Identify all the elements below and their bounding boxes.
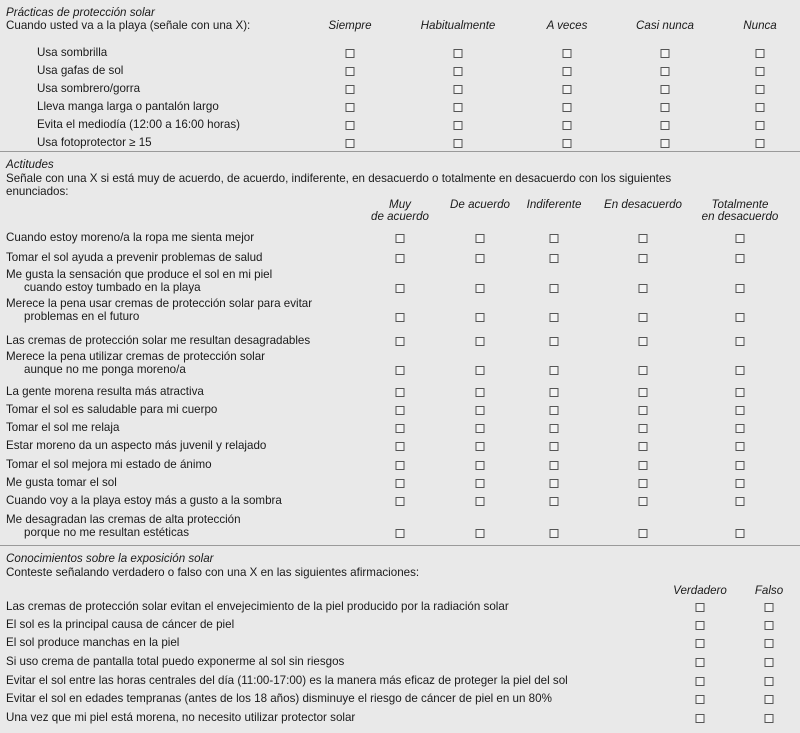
column-header: Totalmente [711,198,769,211]
row-label: Una vez que mi piel está morena, no necesito utilizar protector solar [6,711,356,724]
checkbox[interactable] [696,677,705,686]
checkbox[interactable] [346,85,355,94]
checkbox[interactable] [563,49,572,58]
checkbox[interactable] [736,337,745,346]
checkbox[interactable] [736,461,745,470]
question-text: Cuando usted va a la playa (señale con una X): [6,19,251,32]
column-header: Siempre [328,19,372,32]
checkbox[interactable] [736,497,745,506]
checkbox[interactable] [396,254,405,263]
checkbox[interactable] [476,313,485,322]
checkbox[interactable] [736,479,745,488]
checkbox[interactable] [476,254,485,263]
checkbox[interactable] [639,442,648,451]
checkbox[interactable] [696,658,705,667]
checkbox[interactable] [639,313,648,322]
row-label: Tomar el sol mejora mi estado de ánimo [6,458,212,471]
row-label: cuando estoy tumbado en la playa [24,281,201,294]
checkbox[interactable] [696,714,705,723]
checkbox[interactable] [756,121,765,130]
checkbox[interactable] [639,254,648,263]
checkbox[interactable] [639,234,648,243]
checkbox[interactable] [396,442,405,451]
checkbox[interactable] [454,121,463,130]
checkbox[interactable] [756,49,765,58]
row-label: Merece la pena usar cremas de protección solar para evitar [6,297,313,310]
checkbox[interactable] [346,139,355,148]
section-divider [0,545,800,546]
checkbox[interactable] [736,424,745,433]
checkbox[interactable] [396,479,405,488]
checkbox[interactable] [563,139,572,148]
column-header: en desacuerdo [701,210,779,223]
checkbox[interactable] [550,313,559,322]
checkbox[interactable] [756,67,765,76]
checkbox[interactable] [765,639,774,648]
checkbox[interactable] [661,103,670,112]
row-label: Tomar el sol es saludable para mi cuerpo [6,403,218,416]
section-title: Actitudes [6,158,54,171]
checkbox[interactable] [661,121,670,130]
checkbox[interactable] [661,67,670,76]
checkbox[interactable] [765,621,774,630]
checkbox[interactable] [765,658,774,667]
row-label: Tomar el sol me relaja [6,421,120,434]
row-label: Las cremas de protección solar me resultan desagradables [6,334,311,347]
section-divider [0,151,800,152]
checkbox[interactable] [639,406,648,415]
checkbox[interactable] [756,103,765,112]
row-label: El sol produce manchas en la piel [6,636,180,649]
checkbox[interactable] [396,366,405,375]
checkbox[interactable] [346,103,355,112]
checkbox[interactable] [476,424,485,433]
checkbox[interactable] [736,366,745,375]
checkbox[interactable] [550,388,559,397]
checkbox[interactable] [550,254,559,263]
row-label: Cuando estoy moreno/a la ropa me sienta mejor [6,231,255,244]
row-label: problemas en el futuro [24,310,140,323]
checkbox[interactable] [476,497,485,506]
instruction-text: Señale con una X si está muy de acuerdo, de acuerdo, indiferente, en desacuerdo o totalmente en desacuerdo con los siguientes [6,172,672,185]
checkbox[interactable] [396,497,405,506]
row-label: Me gusta tomar el sol [6,476,117,489]
checkbox[interactable] [736,529,745,538]
checkbox[interactable] [563,67,572,76]
checkbox[interactable] [454,103,463,112]
checkbox[interactable] [639,479,648,488]
row-label: Evitar el sol entre las horas centrales del día (11:00-17:00) es la manera más eficaz de proteger la piel del sol [6,674,568,687]
checkbox[interactable] [476,461,485,470]
checkbox[interactable] [476,366,485,375]
row-label: Si uso crema de pantalla total puedo exponerme al sol sin riesgos [6,655,345,668]
checkbox[interactable] [476,337,485,346]
checkbox[interactable] [346,121,355,130]
checkbox[interactable] [736,442,745,451]
checkbox[interactable] [563,103,572,112]
row-label: Usa gafas de sol [37,64,124,77]
column-header: A veces [546,19,588,32]
row-label: Tomar el sol ayuda a prevenir problemas de salud [6,251,263,264]
checkbox[interactable] [696,695,705,704]
checkbox[interactable] [346,49,355,58]
checkbox[interactable] [756,85,765,94]
row-label: Lleva manga larga o pantalón largo [37,100,219,113]
checkbox[interactable] [756,139,765,148]
checkbox[interactable] [736,406,745,415]
checkbox[interactable] [639,337,648,346]
checkbox[interactable] [661,85,670,94]
checkbox[interactable] [765,603,774,612]
checkbox[interactable] [454,139,463,148]
row-label: porque no me resultan estéticas [24,526,189,539]
checkbox[interactable] [476,442,485,451]
checkbox[interactable] [563,121,572,130]
checkbox[interactable] [476,284,485,293]
checkbox[interactable] [476,479,485,488]
checkbox[interactable] [765,677,774,686]
checkbox[interactable] [765,714,774,723]
checkbox[interactable] [736,388,745,397]
checkbox[interactable] [550,479,559,488]
checkbox[interactable] [639,424,648,433]
checkbox[interactable] [661,49,670,58]
checkbox[interactable] [396,234,405,243]
checkbox[interactable] [765,695,774,704]
row-label: Usa sombrero/gorra [37,82,141,95]
checkbox[interactable] [550,284,559,293]
checkbox[interactable] [396,284,405,293]
checkbox[interactable] [550,366,559,375]
column-header: Muy [389,198,411,211]
row-label: Merece la pena utilizar cremas de protección solar [6,350,266,363]
checkbox[interactable] [396,424,405,433]
row-label: Las cremas de protección solar evitan el envejecimiento de la piel producido por la radiación solar [6,600,509,613]
checkbox[interactable] [736,313,745,322]
checkbox[interactable] [736,284,745,293]
checkbox[interactable] [396,406,405,415]
checkbox[interactable] [661,139,670,148]
row-label: La gente morena resulta más atractiva [6,385,204,398]
checkbox[interactable] [476,388,485,397]
checkbox[interactable] [639,366,648,375]
instruction-text: enunciados: [6,185,69,198]
section-title: Prácticas de protección solar [6,6,155,19]
checkbox[interactable] [639,388,648,397]
row-label: El sol es la principal causa de cáncer de piel [6,618,235,631]
checkbox[interactable] [563,85,572,94]
column-header: Nunca [743,19,777,32]
column-header: Indiferente [526,198,582,211]
checkbox[interactable] [550,497,559,506]
row-label: Me desagradan las cremas de alta protección [6,513,241,526]
instruction-text: Conteste señalando verdadero o falso con una X en las siguientes afirmaciones: [6,566,420,579]
checkbox[interactable] [550,337,559,346]
checkbox[interactable] [396,461,405,470]
checkbox[interactable] [639,461,648,470]
checkbox[interactable] [736,234,745,243]
checkbox[interactable] [736,254,745,263]
row-label: Usa sombrilla [37,46,108,59]
checkbox[interactable] [454,85,463,94]
checkbox[interactable] [454,67,463,76]
column-header: Verdadero [673,584,727,597]
checkbox[interactable] [696,603,705,612]
checkbox[interactable] [476,529,485,538]
checkbox[interactable] [550,234,559,243]
row-label: Usa fotoprotector ≥ 15 [37,136,152,149]
row-label: Evita el mediodía (12:00 a 16:00 horas) [37,118,241,131]
column-header: De acuerdo [450,198,510,211]
checkbox[interactable] [396,337,405,346]
checkbox[interactable] [476,234,485,243]
checkbox[interactable] [639,497,648,506]
row-label: Me gusta la sensación que produce el sol en mi piel [6,268,273,281]
checkbox[interactable] [396,388,405,397]
checkbox[interactable] [476,406,485,415]
checkbox[interactable] [639,529,648,538]
checkbox[interactable] [454,49,463,58]
checkbox[interactable] [696,639,705,648]
checkbox[interactable] [550,442,559,451]
row-label: Cuando voy a la playa estoy más a gusto a la sombra [6,494,282,507]
checkbox[interactable] [550,406,559,415]
column-header: Casi nunca [635,19,695,32]
checkbox[interactable] [639,284,648,293]
section-title: Conocimientos sobre la exposición solar [6,552,214,565]
checkbox[interactable] [696,621,705,630]
row-label: Estar moreno da un aspecto más juvenil y relajado [6,439,267,452]
row-label: aunque no me ponga moreno/a [24,363,186,376]
column-header: de acuerdo [370,210,430,223]
row-label: Evitar el sol en edades tempranas (antes de los 18 años) disminuye el riesgo de cáncer de piel en un 80% [6,692,552,705]
checkbox[interactable] [550,529,559,538]
column-header: Falso [754,584,784,597]
checkbox[interactable] [396,529,405,538]
checkbox[interactable] [396,313,405,322]
checkbox[interactable] [550,461,559,470]
checkbox[interactable] [550,424,559,433]
column-header: Habitualmente [420,19,496,32]
checkbox[interactable] [346,67,355,76]
column-header: En desacuerdo [604,198,682,211]
